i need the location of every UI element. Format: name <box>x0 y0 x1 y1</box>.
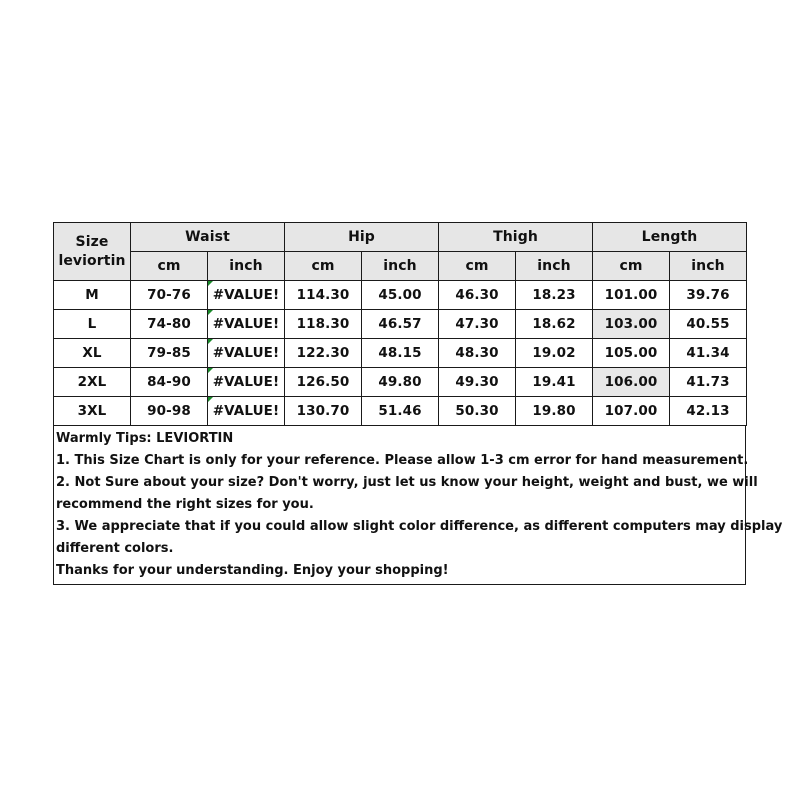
hip-cm-cell: 118.30 <box>285 310 362 339</box>
size-header-label: Size <box>75 233 109 250</box>
waist-cm-cell: 79-85 <box>131 339 208 368</box>
thigh-cm-cell: 50.30 <box>439 397 516 426</box>
note-line: different colors. <box>56 541 174 556</box>
thigh-cm-cell: 49.30 <box>439 368 516 397</box>
notes-title: Warmly Tips: LEVIORTIN <box>56 431 234 446</box>
group-header-waist: Waist <box>131 223 285 252</box>
hip-inch-cell: 51.46 <box>362 397 439 426</box>
unit-header-hip-cm: cm <box>285 252 362 281</box>
group-header-hip: Hip <box>285 223 439 252</box>
table-row <box>54 397 747 426</box>
length-inch-cell: 39.76 <box>670 281 747 310</box>
error-indicator-icon <box>208 281 213 286</box>
hip-cm-cell: 126.50 <box>285 368 362 397</box>
hip-cm-cell: 130.70 <box>285 397 362 426</box>
size-cell: 3XL <box>54 397 131 426</box>
thigh-cm-cell: 48.30 <box>439 339 516 368</box>
hip-cm-cell: 114.30 <box>285 281 362 310</box>
table-row <box>54 368 747 397</box>
length-inch-cell: 42.13 <box>670 397 747 426</box>
note-line: 3. We appreciate that if you could allow slight color difference, as different computers may display <box>56 519 783 534</box>
length-inch-cell: 41.73 <box>670 368 747 397</box>
unit-header-waist-inch: inch <box>208 252 285 281</box>
waist-inch-cell: #VALUE! <box>208 339 285 368</box>
hip-inch-cell: 49.80 <box>362 368 439 397</box>
length-inch-cell: 41.34 <box>670 339 747 368</box>
size-cell: 2XL <box>54 368 131 397</box>
waist-inch-cell: #VALUE! <box>208 397 285 426</box>
table-row <box>54 310 747 339</box>
size-cell: L <box>54 310 131 339</box>
hip-inch-cell: 45.00 <box>362 281 439 310</box>
size-column-header <box>54 223 131 281</box>
table-row <box>54 339 747 368</box>
error-indicator-icon <box>208 339 213 344</box>
thigh-inch-cell: 19.41 <box>516 368 593 397</box>
size-cell: M <box>54 281 131 310</box>
thigh-inch-cell: 19.80 <box>516 397 593 426</box>
notes-section <box>53 426 783 585</box>
error-indicator-icon <box>208 310 213 315</box>
unit-header-waist-cm: cm <box>131 252 208 281</box>
length-cm-cell-highlighted: 106.00 <box>593 368 670 397</box>
size-chart <box>53 222 783 585</box>
length-cm-cell: 101.00 <box>593 281 670 310</box>
hip-cm-cell: 122.30 <box>285 339 362 368</box>
thigh-cm-cell: 46.30 <box>439 281 516 310</box>
hip-inch-cell: 46.57 <box>362 310 439 339</box>
brand-header-label: leviortin <box>58 252 126 269</box>
waist-inch-cell: #VALUE! <box>208 310 285 339</box>
waist-inch-cell: #VALUE! <box>208 368 285 397</box>
thigh-cm-cell: 47.30 <box>439 310 516 339</box>
hip-inch-cell: 48.15 <box>362 339 439 368</box>
note-line: recommend the right sizes for you. <box>56 497 314 512</box>
length-cm-cell: 107.00 <box>593 397 670 426</box>
size-table <box>53 222 747 426</box>
thigh-inch-cell: 18.23 <box>516 281 593 310</box>
note-closing: Thanks for your understanding. Enjoy your shopping! <box>56 563 449 578</box>
note-line: 1. This Size Chart is only for your reference. Please allow 1-3 cm error for hand measurement. <box>56 453 749 468</box>
unit-header-length-cm: cm <box>593 252 670 281</box>
length-cm-cell-highlighted: 103.00 <box>593 310 670 339</box>
waist-cm-cell: 90-98 <box>131 397 208 426</box>
note-line: 2. Not Sure about your size? Don't worry, just let us know your height, weight and bust, we will <box>56 475 758 490</box>
length-inch-cell: 40.55 <box>670 310 747 339</box>
table-row <box>54 281 747 310</box>
length-cm-cell: 105.00 <box>593 339 670 368</box>
group-header-length: Length <box>593 223 747 252</box>
thigh-inch-cell: 18.62 <box>516 310 593 339</box>
unit-header-thigh-inch: inch <box>516 252 593 281</box>
thigh-inch-cell: 19.02 <box>516 339 593 368</box>
unit-header-length-inch: inch <box>670 252 747 281</box>
size-cell: XL <box>54 339 131 368</box>
error-indicator-icon <box>208 397 213 402</box>
waist-inch-cell: #VALUE! <box>208 281 285 310</box>
group-header-thigh: Thigh <box>439 223 593 252</box>
unit-header-hip-inch: inch <box>362 252 439 281</box>
unit-header-thigh-cm: cm <box>439 252 516 281</box>
waist-cm-cell: 74-80 <box>131 310 208 339</box>
error-indicator-icon <box>208 368 213 373</box>
waist-cm-cell: 70-76 <box>131 281 208 310</box>
waist-cm-cell: 84-90 <box>131 368 208 397</box>
